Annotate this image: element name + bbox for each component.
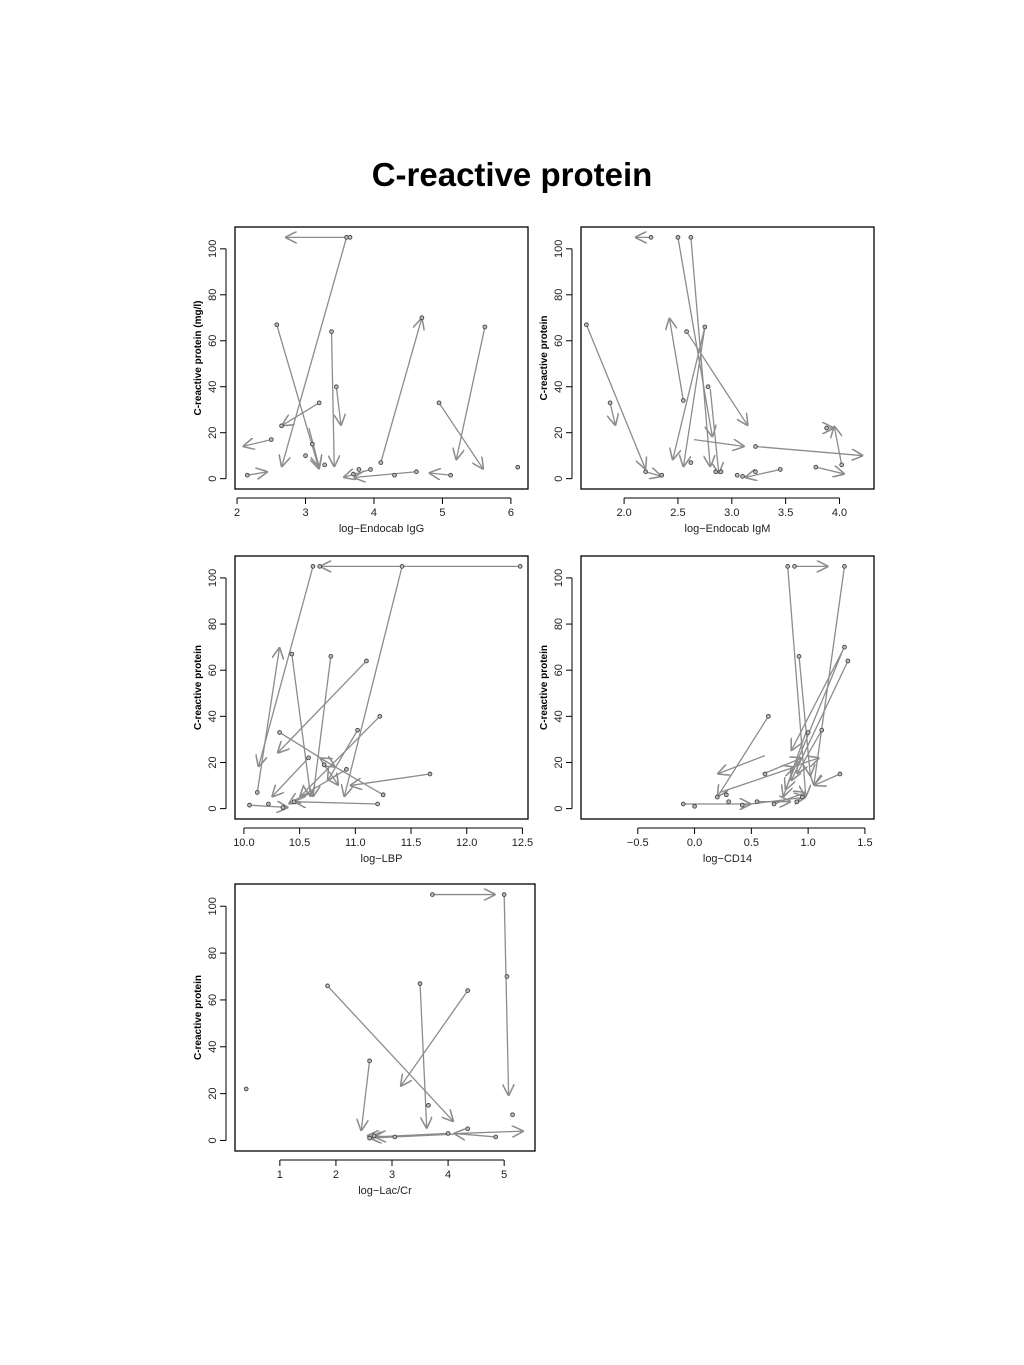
y-axis-label: C-reactive protein (mg/l) bbox=[193, 300, 204, 416]
x-tick-label: 12.5 bbox=[511, 837, 534, 849]
x-tick-label: 4 bbox=[370, 507, 378, 519]
x-tick-label: 11.5 bbox=[400, 837, 422, 849]
data-arrow bbox=[361, 1061, 369, 1131]
data-point bbox=[269, 438, 273, 442]
data-point bbox=[368, 1059, 372, 1063]
x-tick-label: −0.5 bbox=[626, 837, 649, 849]
data-point bbox=[323, 463, 327, 467]
x-tick-label: 1.5 bbox=[857, 837, 873, 849]
x-axis-label: log−Endocab IgM bbox=[684, 523, 771, 535]
data-point bbox=[754, 445, 758, 449]
data-point bbox=[814, 465, 818, 469]
y-tick-label: 80 bbox=[207, 617, 219, 631]
data-arrow bbox=[669, 318, 683, 401]
data-arrow bbox=[300, 716, 380, 797]
data-point bbox=[801, 795, 805, 799]
y-axis-label: C-reactive protein bbox=[539, 644, 550, 731]
data-arrow bbox=[687, 332, 748, 426]
y-tick-label: 60 bbox=[207, 664, 219, 677]
x-tick-label: 3 bbox=[302, 507, 309, 519]
data-point bbox=[735, 473, 739, 477]
data-point bbox=[755, 800, 759, 804]
data-point bbox=[846, 659, 850, 663]
data-arrow bbox=[332, 332, 335, 468]
y-tick-label: 80 bbox=[207, 946, 219, 960]
x-tick-label: 5 bbox=[501, 1169, 508, 1181]
x-tick-label: 2.5 bbox=[670, 507, 686, 519]
data-point bbox=[267, 802, 271, 806]
data-arrow bbox=[309, 428, 319, 467]
data-point bbox=[518, 564, 522, 568]
data-point bbox=[719, 470, 723, 474]
data-point bbox=[843, 564, 847, 568]
x-axis-label: log−Lac/Cr bbox=[358, 1185, 412, 1197]
data-arrow bbox=[683, 327, 705, 467]
data-arrow bbox=[678, 237, 712, 437]
data-arrow bbox=[456, 327, 485, 460]
y-tick-label: 0 bbox=[553, 475, 565, 482]
y-tick-label: 80 bbox=[553, 617, 565, 631]
data-point bbox=[706, 385, 710, 389]
data-point bbox=[437, 401, 441, 405]
data-point bbox=[310, 442, 314, 446]
y-tick-label: 100 bbox=[553, 568, 565, 588]
data-point bbox=[786, 564, 790, 568]
y-tick-label: 60 bbox=[553, 334, 565, 347]
data-point bbox=[393, 473, 397, 477]
data-arrow bbox=[344, 566, 402, 797]
data-point bbox=[393, 1135, 397, 1139]
x-tick-label: 4 bbox=[445, 1169, 452, 1181]
x-axis-label: log−LBP bbox=[360, 853, 403, 865]
data-point bbox=[415, 470, 419, 474]
data-point bbox=[644, 470, 648, 474]
data-point bbox=[318, 564, 322, 568]
data-arrow bbox=[243, 440, 272, 447]
data-point bbox=[741, 474, 745, 478]
data-point bbox=[430, 893, 434, 897]
y-tick-label: 40 bbox=[207, 1040, 219, 1053]
data-point bbox=[494, 1135, 498, 1139]
y-tick-label: 60 bbox=[553, 664, 565, 677]
data-arrow bbox=[350, 774, 430, 786]
data-point bbox=[379, 461, 383, 465]
y-tick-label: 0 bbox=[207, 475, 219, 482]
data-point bbox=[326, 984, 330, 988]
y-tick-label: 80 bbox=[553, 288, 565, 301]
x-tick-label: 10.5 bbox=[288, 837, 311, 849]
x-axis-label: log−Endocab IgG bbox=[338, 523, 425, 535]
data-point bbox=[427, 1103, 431, 1107]
data-point bbox=[376, 802, 380, 806]
y-tick-label: 100 bbox=[207, 239, 219, 259]
data-point bbox=[317, 401, 321, 405]
x-tick-label: 3.0 bbox=[724, 507, 740, 519]
y-tick-label: 20 bbox=[207, 426, 219, 439]
data-point bbox=[255, 791, 259, 795]
data-arrow bbox=[459, 1131, 523, 1133]
data-point bbox=[334, 385, 338, 389]
data-point bbox=[290, 652, 294, 656]
y-tick-label: 80 bbox=[207, 288, 219, 301]
plot-frame bbox=[235, 227, 528, 489]
x-tick-label: 2 bbox=[332, 1169, 339, 1181]
x-tick-label: 3 bbox=[388, 1169, 396, 1181]
data-point bbox=[372, 1134, 376, 1138]
data-arrow bbox=[336, 387, 341, 426]
data-point bbox=[352, 472, 356, 476]
data-point bbox=[778, 468, 782, 472]
data-point bbox=[330, 330, 334, 334]
y-tick-label: 0 bbox=[207, 805, 219, 812]
data-arrow bbox=[814, 774, 840, 786]
data-arrow bbox=[370, 1133, 468, 1138]
data-point bbox=[689, 461, 693, 465]
data-arrow bbox=[313, 656, 331, 797]
data-point bbox=[511, 1113, 515, 1117]
data-point bbox=[278, 731, 282, 735]
data-point bbox=[248, 803, 252, 807]
x-tick-label: 4.0 bbox=[831, 507, 848, 519]
data-point bbox=[420, 316, 424, 320]
data-point bbox=[740, 803, 744, 807]
data-point bbox=[681, 399, 685, 403]
data-point bbox=[681, 802, 685, 806]
x-tick-label: 1 bbox=[276, 1169, 283, 1181]
data-arrow bbox=[294, 802, 378, 804]
data-arrow bbox=[327, 730, 357, 781]
data-point bbox=[797, 654, 801, 658]
data-point bbox=[311, 564, 315, 568]
data-point bbox=[838, 772, 842, 776]
data-point bbox=[693, 804, 697, 808]
data-point bbox=[292, 800, 296, 804]
data-arrow bbox=[694, 440, 745, 447]
x-tick-label: 11.0 bbox=[345, 837, 366, 849]
data-arrow bbox=[745, 469, 781, 477]
data-arrow bbox=[610, 403, 615, 426]
data-arrow bbox=[785, 652, 842, 790]
data-point bbox=[727, 800, 731, 804]
y-tick-label: 100 bbox=[553, 239, 565, 259]
data-arrow bbox=[353, 472, 416, 478]
panel-4 bbox=[539, 556, 874, 865]
y-tick-label: 20 bbox=[553, 756, 565, 769]
x-tick-label: 6 bbox=[507, 507, 514, 519]
data-arrow bbox=[816, 467, 845, 474]
y-tick-label: 100 bbox=[207, 897, 219, 916]
data-point bbox=[793, 564, 797, 568]
data-point bbox=[483, 325, 487, 329]
y-axis-label: C-reactive protein bbox=[193, 644, 204, 731]
x-tick-label: 2.0 bbox=[616, 507, 632, 519]
data-point bbox=[825, 426, 829, 430]
data-arrow bbox=[320, 758, 384, 795]
data-point bbox=[766, 714, 770, 718]
data-arrow bbox=[257, 647, 279, 792]
x-axis-label: log−CD14 bbox=[702, 853, 753, 865]
data-point bbox=[660, 473, 664, 477]
data-point bbox=[466, 989, 470, 993]
y-tick-label: 100 bbox=[207, 568, 219, 588]
data-arrow bbox=[292, 654, 311, 797]
y-tick-label: 20 bbox=[207, 1087, 219, 1100]
data-point bbox=[357, 468, 361, 472]
chart-title: C-reactive protein bbox=[371, 156, 653, 193]
data-point bbox=[348, 235, 352, 239]
data-arrow bbox=[400, 991, 467, 1087]
plot-frame bbox=[581, 556, 874, 819]
data-arrow bbox=[834, 426, 842, 465]
data-point bbox=[446, 1132, 450, 1136]
y-axis-label: C-reactive protein bbox=[539, 315, 550, 401]
data-arrow bbox=[381, 318, 422, 463]
data-point bbox=[724, 793, 728, 797]
data-point bbox=[820, 728, 824, 732]
data-arrow bbox=[277, 325, 319, 470]
panel-1 bbox=[193, 227, 528, 535]
x-tick-label: 3.5 bbox=[778, 507, 794, 519]
data-arrow bbox=[328, 986, 454, 1122]
panel-2 bbox=[539, 227, 874, 535]
y-tick-label: 40 bbox=[207, 710, 219, 723]
data-arrow bbox=[720, 767, 795, 792]
y-tick-label: 0 bbox=[553, 805, 565, 812]
plot-frame bbox=[235, 556, 528, 819]
data-arrow bbox=[288, 769, 346, 804]
data-point bbox=[428, 772, 432, 776]
data-point bbox=[840, 463, 844, 467]
data-point bbox=[505, 975, 509, 979]
x-tick-label: 12.0 bbox=[456, 837, 478, 849]
data-point bbox=[304, 454, 308, 458]
data-arrow bbox=[454, 1133, 496, 1137]
data-arrow bbox=[272, 758, 309, 797]
data-point bbox=[715, 795, 719, 799]
data-point bbox=[418, 982, 422, 986]
data-point bbox=[772, 802, 776, 806]
y-tick-label: 20 bbox=[553, 426, 565, 439]
y-tick-label: 40 bbox=[553, 710, 565, 723]
data-point bbox=[400, 564, 404, 568]
data-point bbox=[244, 1087, 248, 1091]
panel-5 bbox=[193, 884, 535, 1197]
x-tick-label: 5 bbox=[439, 507, 446, 519]
y-tick-label: 40 bbox=[207, 380, 219, 393]
data-point bbox=[516, 465, 520, 469]
data-point bbox=[365, 659, 369, 663]
data-point bbox=[307, 756, 311, 760]
data-point bbox=[795, 800, 799, 804]
y-tick-label: 0 bbox=[207, 1137, 219, 1144]
data-point bbox=[356, 728, 360, 732]
data-point bbox=[369, 468, 373, 472]
x-tick-label: 0.0 bbox=[686, 837, 703, 849]
y-tick-label: 60 bbox=[207, 993, 219, 1007]
data-point bbox=[714, 470, 718, 474]
data-point bbox=[685, 330, 689, 334]
data-point bbox=[275, 323, 279, 327]
data-arrow bbox=[504, 895, 508, 1096]
plot-frame bbox=[235, 884, 535, 1151]
y-tick-label: 20 bbox=[207, 756, 219, 769]
data-arrow bbox=[282, 237, 347, 467]
data-point bbox=[281, 806, 285, 810]
data-point bbox=[649, 235, 653, 239]
data-point bbox=[843, 645, 847, 649]
data-point bbox=[689, 235, 693, 239]
data-point bbox=[368, 1136, 372, 1140]
data-arrow bbox=[429, 473, 451, 475]
data-point bbox=[754, 470, 758, 474]
data-point bbox=[763, 772, 767, 776]
data-arrow bbox=[586, 325, 645, 470]
x-tick-label: 0.5 bbox=[743, 837, 759, 849]
plot-frame bbox=[581, 227, 874, 489]
data-arrow bbox=[247, 472, 268, 475]
data-point bbox=[378, 714, 382, 718]
data-point bbox=[502, 893, 506, 897]
data-point bbox=[608, 401, 612, 405]
x-tick-label: 1.0 bbox=[800, 837, 816, 849]
data-point bbox=[329, 654, 333, 658]
y-tick-label: 60 bbox=[207, 334, 219, 347]
data-arrow bbox=[646, 472, 662, 477]
data-point bbox=[703, 325, 707, 329]
data-arrow bbox=[756, 446, 864, 455]
data-point bbox=[449, 473, 453, 477]
panel-3 bbox=[193, 556, 533, 865]
data-point bbox=[381, 793, 385, 797]
data-point bbox=[322, 763, 326, 767]
y-tick-label: 40 bbox=[553, 380, 565, 393]
data-point bbox=[345, 767, 349, 771]
data-point bbox=[466, 1127, 470, 1131]
data-point bbox=[584, 323, 588, 327]
x-tick-label: 10.0 bbox=[233, 837, 255, 849]
data-point bbox=[806, 731, 810, 735]
data-point bbox=[280, 424, 284, 428]
data-point bbox=[245, 473, 249, 477]
x-tick-label: 2 bbox=[233, 507, 241, 519]
data-point bbox=[676, 235, 680, 239]
y-axis-label: C-reactive protein bbox=[193, 974, 204, 1061]
